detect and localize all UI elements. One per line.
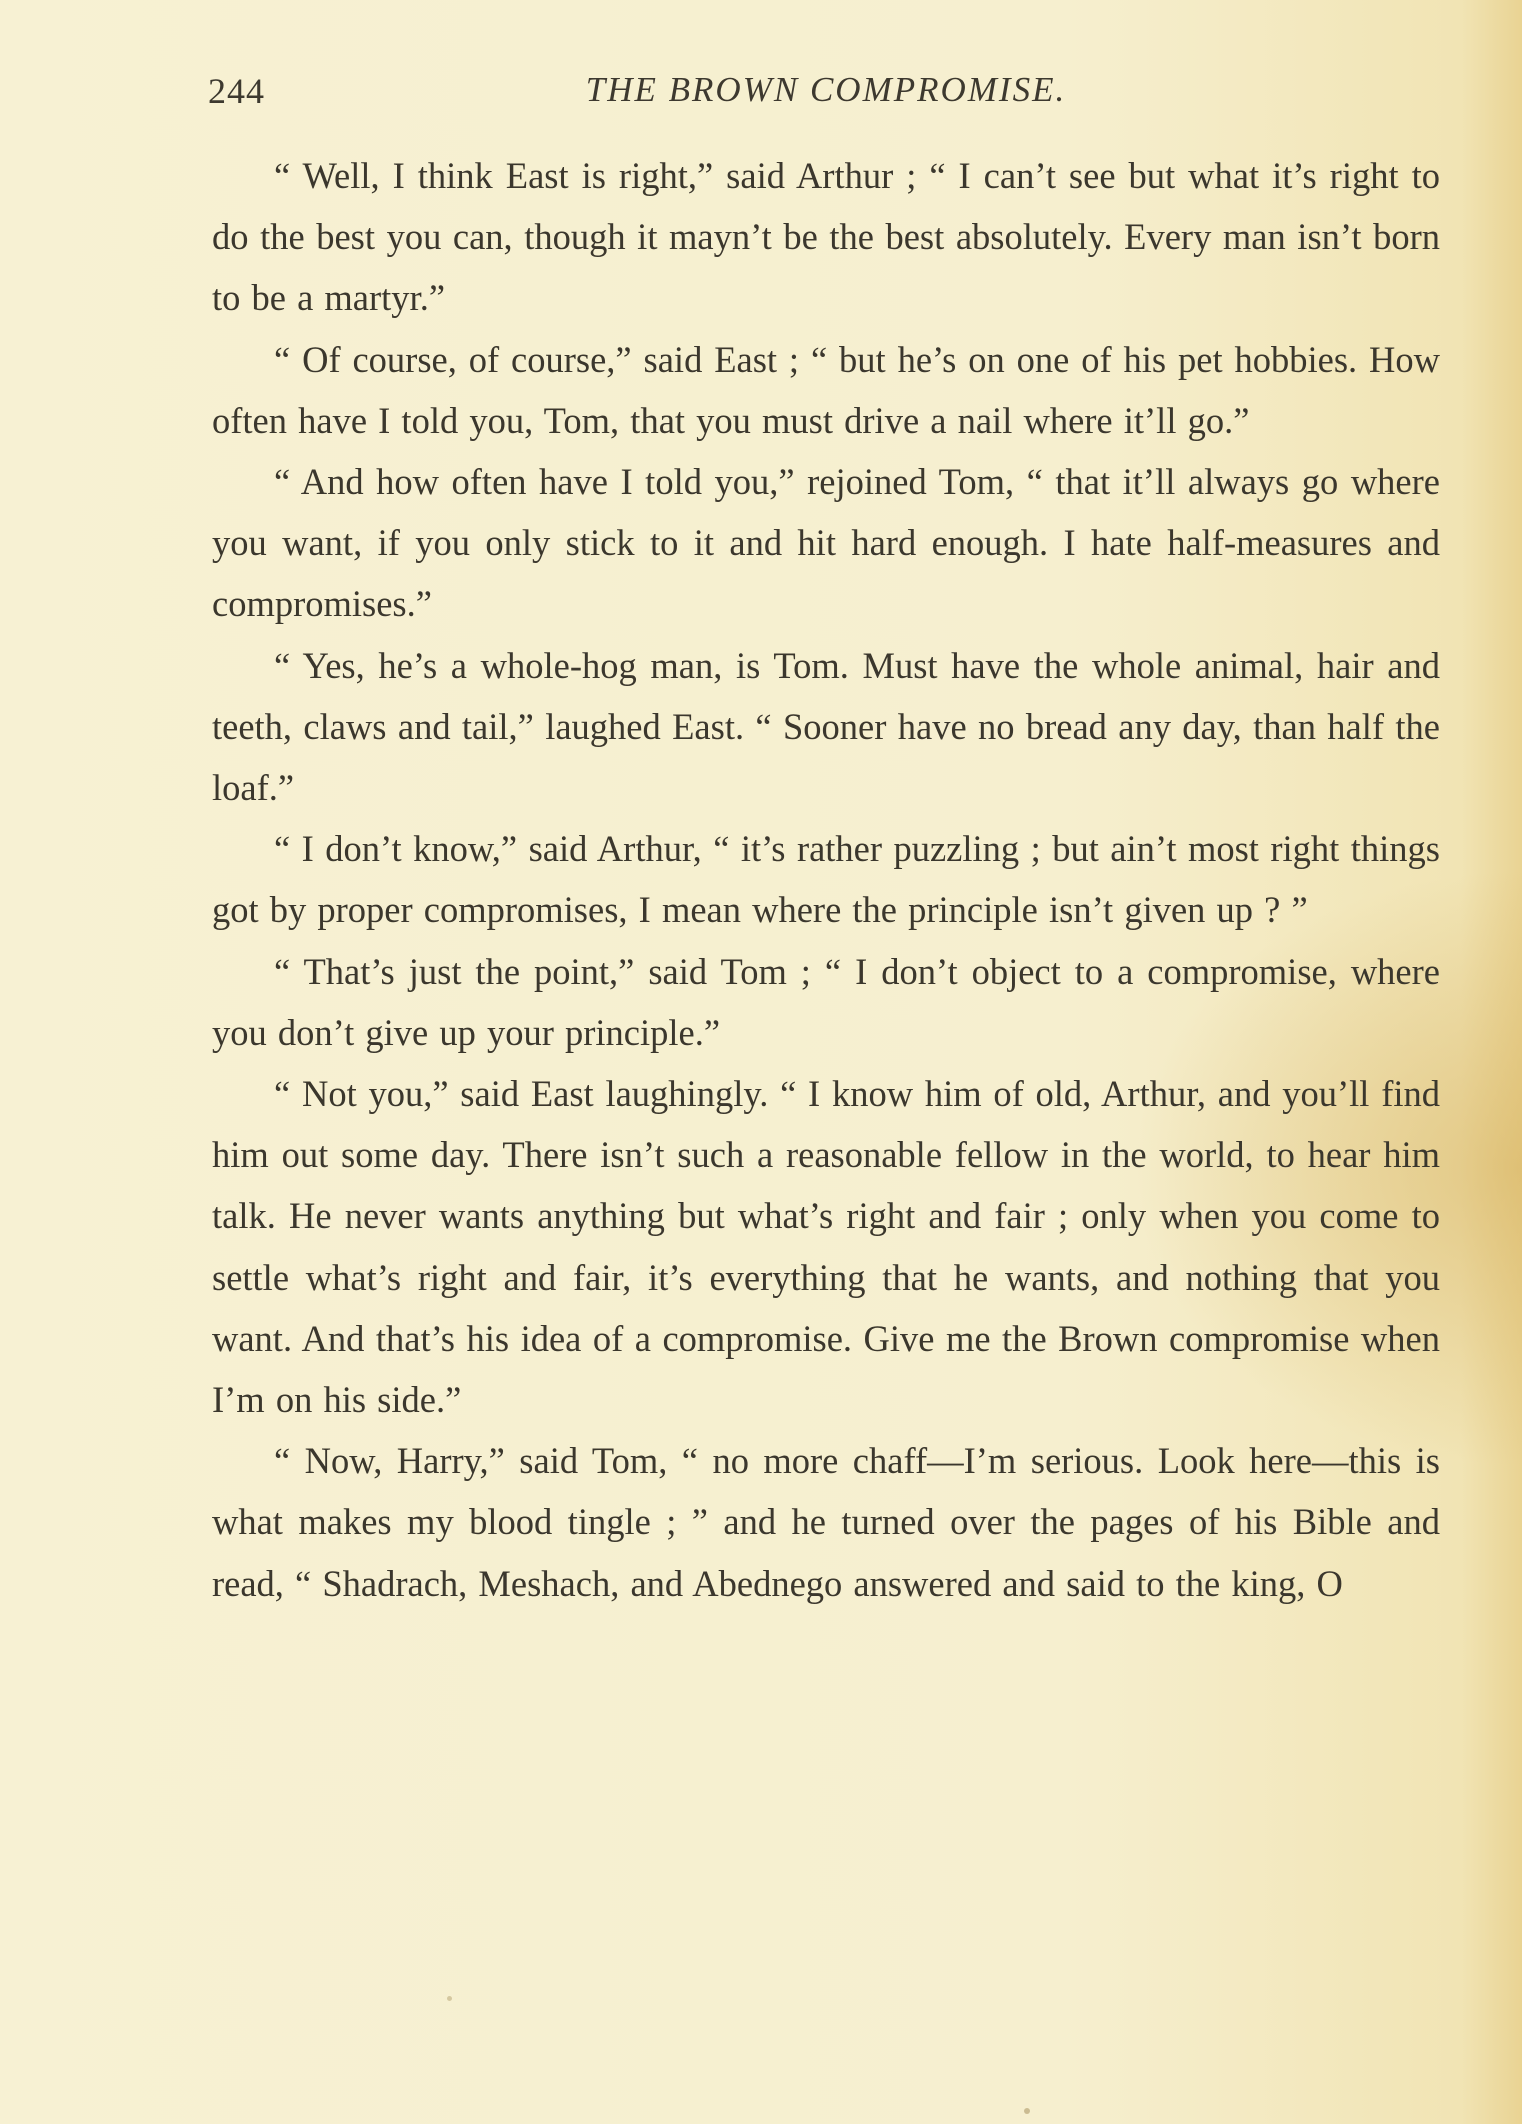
paragraph: “ I don’t know,” said Arthur, “ it’s rather puzzling ; but ain’t most right things got by proper compromises, I mean where the principle isn’t given up ? ”	[212, 828, 1440, 931]
body-text	[212, 145, 1440, 1614]
running-head	[208, 70, 1444, 120]
page-number: 244	[208, 71, 265, 111]
paper-speck	[1024, 2108, 1030, 2114]
paragraph: “ Well, I think East is right,” said Arthur ; “ I can’t see but what it’s right to do the best you can, though it mayn’t be the best absolutely. Every man isn’t born to be a martyr.”	[212, 155, 1440, 319]
paragraph: “ Of course, of course,” said East ; “ but he’s on one of his pet hobbies. How often have I told you, Tom, that you must drive a nail where it’ll go.”	[212, 338, 1440, 441]
paragraph: “ Yes, he’s a whole-hog man, is Tom. Must have the whole animal, hair and teeth, claws and tail,” laughed East. “ Sooner have no bread any day, than half the loaf.”	[212, 644, 1440, 809]
paragraph: “ Not you,” said East laughingly. “ I know him of old, Arthur, and you’ll find him out some day. There isn’t such a reasonable fellow in the world, to hear him talk. He never wants anything but what’s right and fair ; only when you come to settle what’s right and fair, it’s everything that he wants, and nothing that you want. And that’s his idea of a compromise. Give me the Brown compromise when I’m on his side.”	[212, 1073, 1440, 1421]
paragraph: “ And how often have I told you,” rejoined Tom, “ that it’ll always go where you want, if you only stick to it and hit hard enough. I hate half-measures and compromises.”	[212, 461, 1440, 625]
paper-speck	[447, 1996, 452, 2001]
running-title: THE BROWN COMPROMISE.	[585, 70, 1067, 109]
paragraph: “ Now, Harry,” said Tom, “ no more chaff—I’m serious. Look here—this is what makes my blood tingle ; ” and he turned over the pages of his Bible and read, “ Shadrach, Meshach, and Abednego answered and said to the king, O	[212, 1440, 1440, 1604]
paragraph: “ That’s just the point,” said Tom ; “ I don’t object to a compromise, where you don’t give up your principle.”	[212, 950, 1440, 1053]
